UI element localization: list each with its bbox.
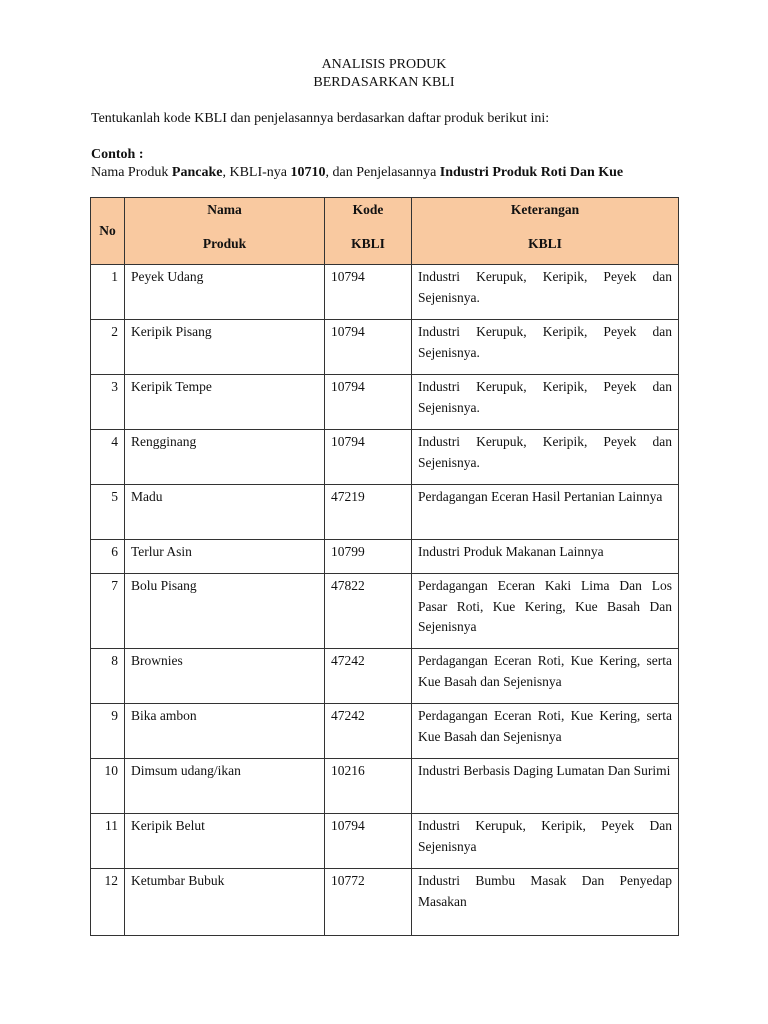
cell-keterangan: Perdagangan Eceran Roti, Kue Kering, serta Kue Basah dan Sejenisnya [412, 704, 679, 759]
example-part3: , dan Penjelasannya [325, 165, 440, 180]
header-kode-line2: KBLI [351, 236, 385, 251]
cell-no: 1 [91, 265, 125, 320]
cell-keterangan: Industri Kerupuk, Keripik, Peyek Dan Sejenisnya [412, 814, 679, 869]
kbli-table [90, 197, 679, 936]
cell-kode-kbli: 10794 [325, 430, 412, 485]
cell-nama-produk: Keripik Tempe [125, 375, 325, 430]
example-part2: , KBLI-nya [222, 165, 291, 180]
cell-kode-kbli: 47242 [325, 649, 412, 704]
cell-no: 3 [91, 375, 125, 430]
table-row [91, 704, 679, 759]
cell-keterangan: Industri Produk Makanan Lainnya [412, 540, 679, 574]
cell-keterangan: Perdagangan Eceran Hasil Pertanian Lainnya [412, 485, 679, 540]
page-subtitle: BERDASARKAN KBLI [313, 75, 455, 90]
cell-kode-kbli: 10794 [325, 375, 412, 430]
cell-no: 7 [91, 574, 125, 649]
cell-kode-kbli: 47822 [325, 574, 412, 649]
header-nama-line1: Nama [207, 202, 242, 217]
table-row [91, 485, 679, 540]
cell-kode-kbli: 47219 [325, 485, 412, 540]
cell-no: 5 [91, 485, 125, 540]
cell-keterangan: Industri Kerupuk, Keripik, Peyek dan Sejenisnya. [412, 265, 679, 320]
cell-kode-kbli: 10794 [325, 265, 412, 320]
table-row [91, 430, 679, 485]
example-part1: Nama Produk [91, 165, 172, 180]
instruction-text: Tentukanlah kode KBLI dan penjelasannya berdasarkan daftar produk berikut ini: [91, 111, 550, 126]
cell-no: 11 [91, 814, 125, 869]
header-ket-line1: Keterangan [510, 202, 580, 217]
header-ket-line2: KBLI [528, 236, 562, 251]
cell-nama-produk: Rengginang [125, 430, 325, 485]
example-product: Pancake [171, 165, 223, 180]
cell-kode-kbli: 10794 [325, 320, 412, 375]
table-row [91, 265, 679, 320]
table-row [91, 814, 679, 869]
table-row [91, 320, 679, 375]
cell-keterangan: Industri Bumbu Masak Dan Penyedap Masakan [412, 869, 679, 936]
example-heading: Contoh : [91, 147, 144, 162]
cell-no: 12 [91, 869, 125, 936]
table-row [91, 375, 679, 430]
cell-kode-kbli: 10772 [325, 869, 412, 936]
cell-nama-produk: Bika ambon [125, 704, 325, 759]
table-row [91, 649, 679, 704]
cell-keterangan: Perdagangan Eceran Roti, Kue Kering, serta Kue Basah dan Sejenisnya [412, 649, 679, 704]
cell-no: 6 [91, 540, 125, 574]
table-row [91, 759, 679, 814]
cell-keterangan: Industri Kerupuk, Keripik, Peyek dan Sejenisnya. [412, 375, 679, 430]
cell-keterangan: Perdagangan Eceran Kaki Lima Dan Los Pasar Roti, Kue Kering, Kue Basah Dan Sejenisnya [412, 574, 679, 649]
cell-nama-produk: Brownies [125, 649, 325, 704]
cell-keterangan: Industri Kerupuk, Keripik, Peyek dan Sejenisnya. [412, 430, 679, 485]
cell-nama-produk: Keripik Pisang [125, 320, 325, 375]
header-keterangan-kbli [412, 198, 679, 265]
cell-no: 4 [91, 430, 125, 485]
page-title: ANALISIS PRODUK [321, 57, 447, 72]
cell-keterangan: Industri Berbasis Daging Lumatan Dan Surimi [412, 759, 679, 814]
cell-kode-kbli: 10216 [325, 759, 412, 814]
cell-kode-kbli: 10799 [325, 540, 412, 574]
cell-nama-produk: Keripik Belut [125, 814, 325, 869]
header-no: No [91, 198, 125, 265]
cell-nama-produk: Ketumbar Bubuk [125, 869, 325, 936]
header-nama-line2: Produk [202, 236, 247, 251]
example-text [91, 164, 623, 182]
table-row [91, 869, 679, 936]
cell-no: 2 [91, 320, 125, 375]
cell-kode-kbli: 10794 [325, 814, 412, 869]
cell-nama-produk: Dimsum udang/ikan [125, 759, 325, 814]
example-description: Industri Produk Roti Dan Kue [439, 165, 624, 180]
table-row [91, 540, 679, 574]
cell-keterangan: Industri Kerupuk, Keripik, Peyek dan Sejenisnya. [412, 320, 679, 375]
cell-nama-produk: Peyek Udang [125, 265, 325, 320]
table-header-row [91, 198, 679, 265]
cell-no: 9 [91, 704, 125, 759]
header-kode-line1: Kode [352, 202, 384, 217]
cell-no: 8 [91, 649, 125, 704]
example-code: 10710 [290, 165, 326, 180]
cell-nama-produk: Terlur Asin [125, 540, 325, 574]
cell-nama-produk: Bolu Pisang [125, 574, 325, 649]
header-kode-kbli [325, 198, 412, 265]
cell-nama-produk: Madu [125, 485, 325, 540]
cell-no: 10 [91, 759, 125, 814]
header-nama-produk [125, 198, 325, 265]
table-row [91, 574, 679, 649]
cell-kode-kbli: 47242 [325, 704, 412, 759]
